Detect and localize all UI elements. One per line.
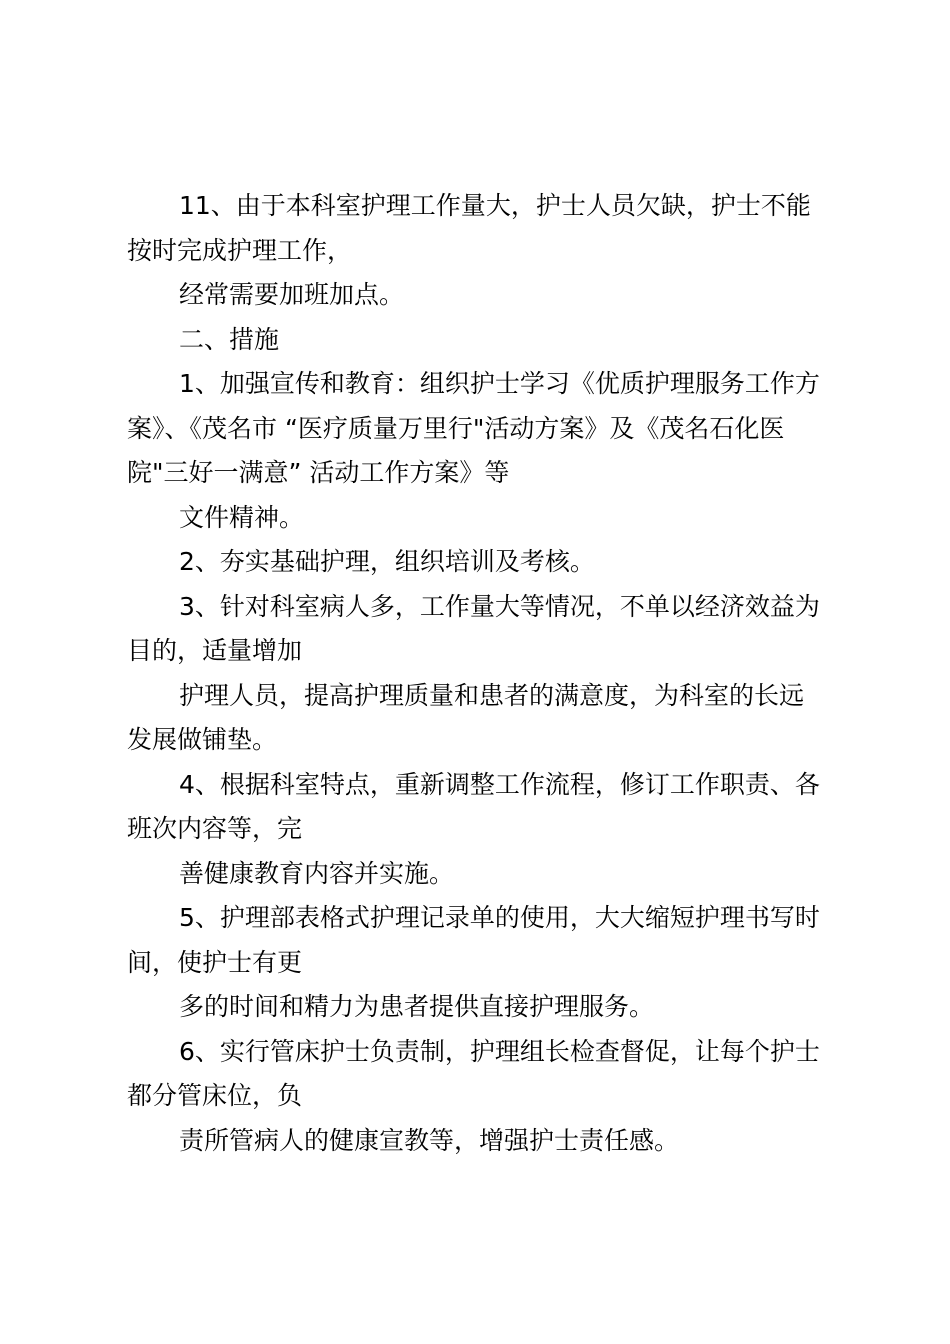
section-heading: 二、措施 bbox=[179, 324, 280, 354]
text-line: 院"三好一满意” 活动工作方案》等 bbox=[127, 458, 510, 487]
text-line: 经常需要加班加点。 bbox=[179, 280, 405, 309]
text-line: 按时完成护理工作， bbox=[127, 235, 353, 265]
text-line: 1、加强宣传和教育：组织护士学习《优质护理服务工作方 bbox=[179, 369, 820, 398]
text-line: 目的，适量增加 bbox=[127, 636, 303, 665]
text-line: 发展做铺垫。 bbox=[127, 725, 278, 754]
text-line: 2、夯实基础护理，组织培训及考核。 bbox=[179, 547, 595, 576]
text-line: 5、护理部表格式护理记录单的使用，大大缩短护理书写时 bbox=[179, 903, 820, 932]
text-line: 间，使护士有更 bbox=[127, 947, 303, 977]
text-line: 4、根据科室特点，重新调整工作流程，修订工作职责、各 bbox=[179, 769, 820, 799]
text-line: 6、实行管床护士负责制，护理组长检查督促，让每个护士 bbox=[179, 1036, 820, 1066]
text-line: 文件精神。 bbox=[179, 502, 305, 532]
text-line: 3、针对科室病人多，工作量大等情况，不单以经济效益为 bbox=[179, 591, 820, 621]
text-line: 案》、《茂名市 “医疗质量万里行"活动方案》及《茂名石化医 bbox=[127, 413, 785, 443]
text-line: 班次内容等，完 bbox=[127, 814, 303, 843]
text-line: 多的时间和精力为患者提供直接护理服务。 bbox=[179, 992, 655, 1021]
text-line: 善健康教育内容并实施。 bbox=[179, 858, 455, 888]
text-line: 都分管床位，负 bbox=[127, 1081, 303, 1110]
body-text bbox=[127, 184, 847, 1163]
text-line: 11、由于本科室护理工作量大，护士人员欠缺，护士不能 bbox=[179, 191, 811, 220]
text-line: 护理人员，提高护理质量和患者的满意度，为科室的长远 bbox=[179, 680, 805, 710]
text-line: 责所管病人的健康宣教等，增强护士责任感。 bbox=[179, 1125, 680, 1155]
